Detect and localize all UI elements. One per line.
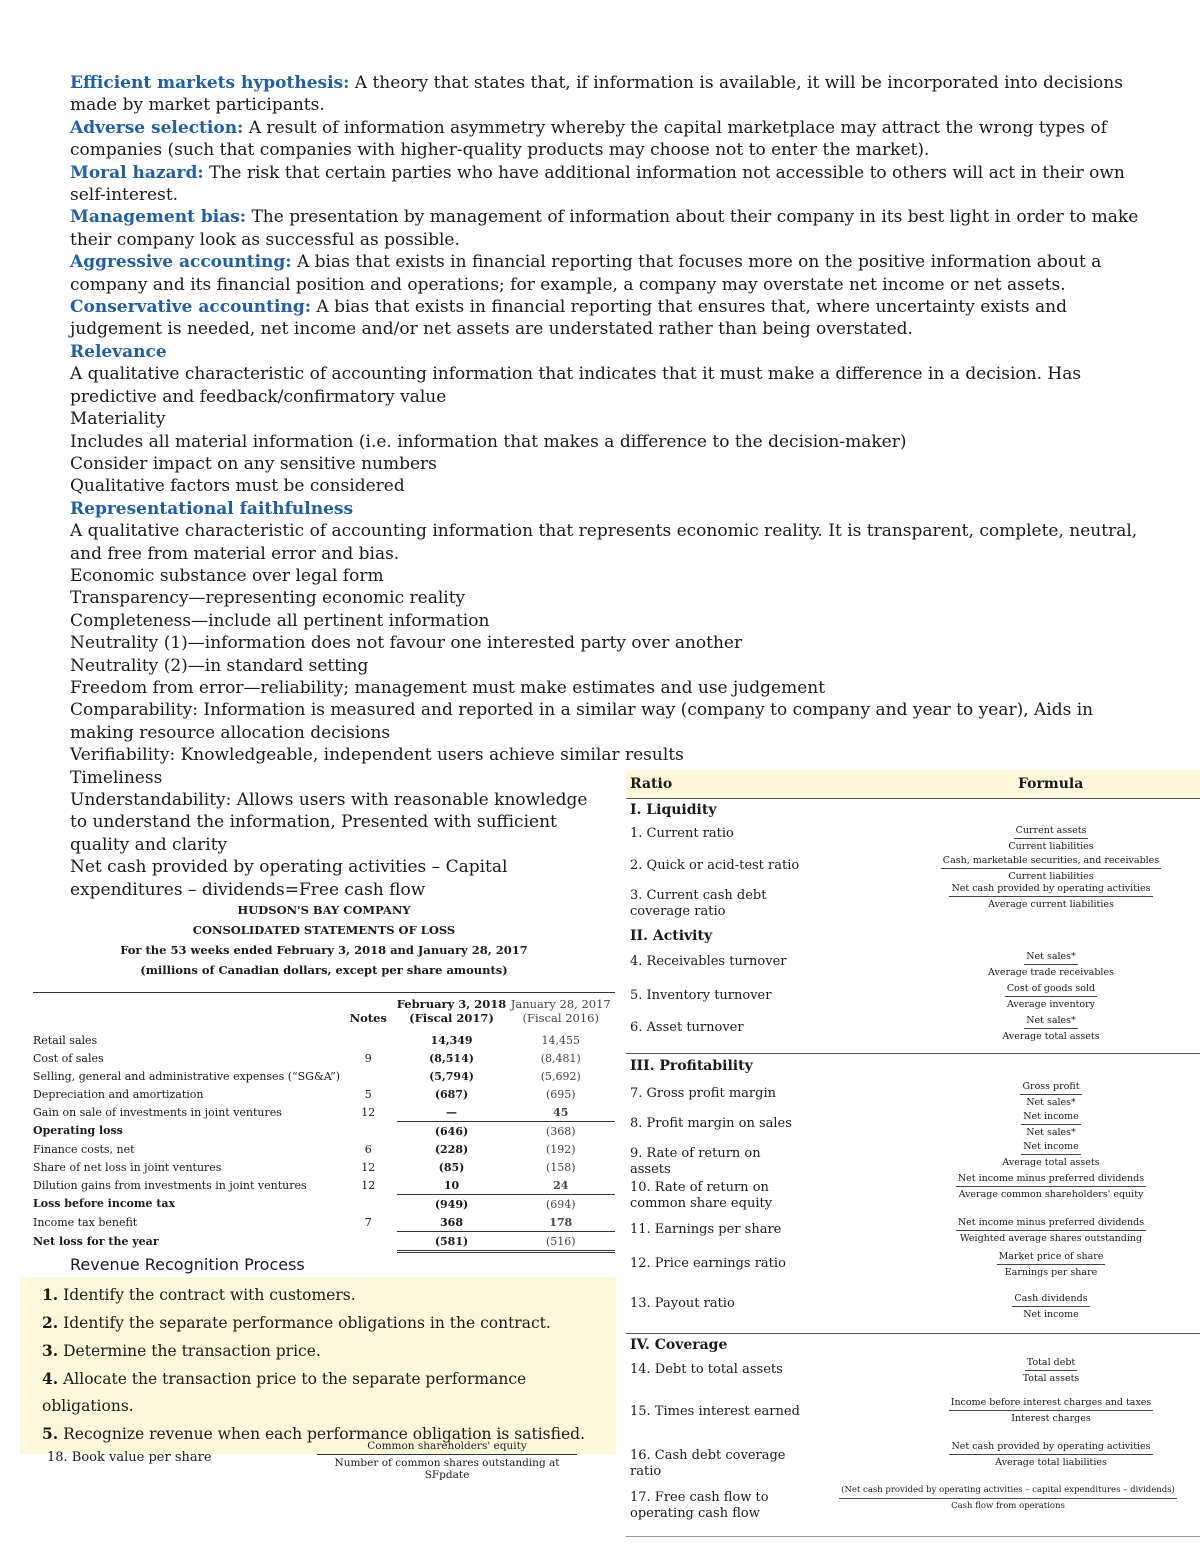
- formula-numerator: Net income minus preferred dividends: [956, 1216, 1146, 1231]
- row-label: Finance costs, net: [33, 1142, 135, 1156]
- notes-column-header: Notes: [349, 1011, 387, 1025]
- fiscal-2017-label: (Fiscal 2017): [409, 1011, 494, 1025]
- row-label: Retail sales: [33, 1033, 98, 1047]
- row-value-2017: (5,794): [429, 1069, 474, 1083]
- list-item: [42, 1337, 616, 1365]
- row-note: 9: [364, 1051, 372, 1065]
- table-row: [33, 1031, 615, 1049]
- ratio-formula: [911, 1250, 1191, 1279]
- ratio-label: 17. Free cash flow to operating cash flow: [630, 1490, 769, 1521]
- formula-denominator: Weighted average shares outstanding: [959, 1233, 1143, 1244]
- formula-denominator: Average total liabilities: [995, 1457, 1107, 1468]
- definition-text: The presentation by management of information about their company in its best light in order to make their company look as successful as possible.: [70, 207, 1139, 250]
- fiscal-2016-label: (Fiscal 2016): [522, 1011, 599, 1025]
- ratio-label: 10. Rate of return on common share equity: [630, 1180, 773, 1211]
- row-note: [340, 1031, 397, 1049]
- ratio-label: 9. Rate of return on assets: [630, 1146, 761, 1177]
- row-value-2016: (694): [545, 1197, 576, 1211]
- understandability-line: Understandability: Allows users with reasonable knowledge to understand the information, Presented with sufficient quality and clarity: [70, 790, 588, 855]
- statement-table: [33, 993, 615, 1253]
- term-conservative-accounting: Conservative accounting:: [70, 297, 311, 318]
- step-text: Recognize revenue when each performance obligation is satisfied.: [58, 1425, 585, 1443]
- rf-line: Neutrality (2)—in standard setting: [70, 655, 369, 676]
- row-value-2017: 10: [397, 1176, 507, 1195]
- row-label: Net loss for the year: [33, 1235, 159, 1248]
- term-management-bias: Management bias:: [70, 207, 247, 228]
- book-value-per-share: [47, 1440, 587, 1480]
- heading-relevance: Relevance: [70, 341, 167, 362]
- table-row: [33, 1103, 615, 1122]
- table-row: [33, 1085, 615, 1103]
- book-value-formula: [317, 1440, 577, 1481]
- table-row: [33, 1140, 615, 1158]
- ratio-label: 12. Price earnings ratio: [630, 1256, 786, 1271]
- relevance-line: Qualitative factors must be considered: [70, 476, 405, 497]
- label-column-header: [33, 993, 340, 1025]
- formula-column-header: Formula: [1018, 776, 1084, 792]
- table-row: [33, 1176, 615, 1195]
- row-value-2016: 45: [506, 1103, 615, 1122]
- row-value-2016: (695): [545, 1087, 576, 1101]
- rf-line: Freedom from error—reliability; management must make estimates and use judgement: [70, 677, 826, 698]
- section-divider: [626, 1333, 1200, 1334]
- formula-denominator: Average total assets: [1002, 1031, 1100, 1042]
- rf-line: Neutrality (1)—information does not favour one interested party over another: [70, 633, 743, 654]
- ratio-formula: [911, 1292, 1191, 1321]
- statement-title: CONSOLIDATED STATEMENTS OF LOSS: [192, 923, 456, 937]
- table-row: [33, 1213, 615, 1232]
- term-aggressive-accounting: Aggressive accounting:: [70, 252, 292, 273]
- moral-paragraph: [70, 162, 1150, 207]
- ratio-formula: [911, 1356, 1191, 1385]
- row-value-2017: —: [397, 1103, 507, 1122]
- definition-text: A bias that exists in financial reporting that ensures that, where uncertainty exists and judgement is needed, net income and/or net assets are understated rather than being overstated.: [70, 297, 1068, 340]
- ratio-label: 2. Quick or acid-test ratio: [630, 858, 800, 873]
- table-bottom-rule: [626, 1536, 1200, 1537]
- ratio-formula: [911, 1172, 1191, 1201]
- row-label: Loss before income tax: [33, 1197, 176, 1211]
- row-label: Gain on sale of investments in joint ventures: [33, 1105, 282, 1119]
- formula-numerator: (Net cash provided by operating activities – capital expenditures – dividends): [839, 1484, 1177, 1499]
- row-note: 12: [361, 1178, 376, 1192]
- definition-text: A bias that exists in financial reporting that focuses more on the positive information about a company and its financial position and operations; for example, a company may overstate net income or net assets.: [70, 252, 1102, 295]
- statement-units: (millions of Canadian dollars, except per share amounts): [140, 963, 508, 977]
- term-efficient-markets: Efficient markets hypothesis:: [70, 73, 350, 93]
- row-value-2016: 178: [506, 1213, 615, 1232]
- section-liquidity: I. Liquidity: [630, 802, 717, 818]
- formula-denominator: Earnings per share: [1004, 1267, 1098, 1278]
- formula-denominator: Cash flow from operations: [951, 1501, 1065, 1511]
- ratio-formula: [911, 1216, 1191, 1245]
- row-label: Cost of sales: [33, 1051, 104, 1065]
- row-value-2017: 368: [397, 1213, 507, 1232]
- heading-representational-faithfulness: Representational faithfulness: [70, 498, 354, 519]
- ratio-label: 1. Current ratio: [630, 826, 734, 841]
- step-number: 5.: [42, 1424, 59, 1443]
- step-text: Allocate the transaction price to the separate performance obligations.: [42, 1370, 527, 1415]
- formula-denominator: Current liabilities: [1008, 871, 1094, 882]
- ratio-formula: [911, 882, 1191, 911]
- row-label: Income tax benefit: [33, 1215, 138, 1229]
- formula-numerator: Net cash provided by operating activities: [949, 1440, 1152, 1455]
- mgmt-paragraph: [70, 206, 1150, 251]
- row-value-2016: (368): [545, 1124, 576, 1138]
- ratio-label: 4. Receivables turnover: [630, 954, 787, 969]
- ratio-formula: [911, 824, 1191, 853]
- formula-numerator: Net income minus preferred dividends: [956, 1172, 1146, 1187]
- table-row: [33, 1232, 615, 1252]
- ratio-label: 3. Current cash debt coverage ratio: [630, 888, 767, 919]
- rf-line: Transparency—representing economic reality: [70, 588, 466, 609]
- ratio-formula: [911, 1014, 1191, 1043]
- rf-line: Timeliness: [70, 767, 163, 788]
- row-value-2017: (646): [434, 1124, 469, 1138]
- formula-numerator: Net sales*: [1024, 950, 1078, 965]
- formula-denominator: Interest charges: [1011, 1413, 1091, 1424]
- formula-denominator: Current liabilities: [1008, 841, 1094, 852]
- formula-numerator: Total debt: [1025, 1356, 1077, 1371]
- term-adverse-selection: Adverse selection:: [70, 117, 244, 138]
- relevance-line: Materiality: [70, 409, 166, 430]
- row-value-2017: (85): [438, 1160, 465, 1174]
- ratio-label: 7. Gross profit margin: [630, 1086, 776, 1101]
- step-number: 4.: [42, 1369, 59, 1388]
- rf-line: Comparability: Information is measured and reported in a similar way (company to company and year to year), Aids in making resource allocation decisions: [70, 700, 1094, 743]
- ratio-formula: [821, 1484, 1195, 1513]
- aggr-paragraph: [70, 251, 1150, 296]
- row-value-2016: (5,692): [540, 1069, 581, 1083]
- fiscal-2016-date: January 28, 2017: [510, 997, 611, 1011]
- formula-numerator: Net income: [1021, 1110, 1081, 1125]
- relevance-line: Includes all material information (i.e. information that makes a difference to the decision-maker): [70, 431, 907, 452]
- ratio-table: [626, 770, 1200, 1538]
- formula-numerator: Cost of goods sold: [1005, 982, 1097, 997]
- table-row: [33, 1049, 615, 1067]
- row-value-2016: 24: [506, 1176, 615, 1195]
- ratio-formula: [911, 854, 1191, 883]
- adverse-paragraph: [70, 117, 1150, 162]
- ratio-label: 11. Earnings per share: [630, 1222, 782, 1237]
- row-value-2017: (581): [397, 1232, 507, 1252]
- formula-numerator: Market price of share: [997, 1250, 1106, 1265]
- formula-denominator: Number of common shares outstanding at SFpdate: [334, 1457, 560, 1481]
- formula-numerator: Net sales*: [1024, 1014, 1078, 1029]
- emh-paragraph: [70, 72, 1150, 117]
- statement-period: For the 53 weeks ended February 3, 2018 and January 28, 2017: [120, 943, 528, 957]
- formula-denominator: Average inventory: [1006, 999, 1096, 1010]
- ratio-label: 8. Profit margin on sales: [630, 1116, 792, 1131]
- row-note: [340, 1195, 397, 1214]
- row-label: Dilution gains from investments in joint ventures: [33, 1178, 307, 1192]
- row-value-2016: (158): [545, 1160, 576, 1174]
- formula-numerator: Current assets: [1014, 824, 1089, 839]
- row-value-2016: (516): [506, 1232, 615, 1252]
- table-row: [33, 1067, 615, 1085]
- ratio-formula: [911, 1080, 1191, 1109]
- formula-denominator: Net sales*: [1026, 1127, 1076, 1138]
- row-note: 12: [361, 1105, 376, 1119]
- rf-line: Verifiability: Knowledgeable, independent users achieve similar results: [70, 745, 684, 766]
- section-activity: II. Activity: [630, 928, 713, 944]
- ratio-table-header: [626, 770, 1200, 799]
- row-label: Operating loss: [33, 1124, 123, 1138]
- ratio-label: 6. Asset turnover: [630, 1020, 744, 1035]
- row-label: Selling, general and administrative expenses (“SG&A”): [33, 1069, 340, 1083]
- ratio-label: 16. Cash debt coverage ratio: [630, 1448, 786, 1479]
- step-number: 2.: [42, 1313, 59, 1332]
- rf-line: Economic substance over legal form: [70, 565, 384, 586]
- ratio-formula: [911, 1140, 1191, 1169]
- row-value-2017: (8,514): [429, 1051, 474, 1065]
- list-item: [42, 1281, 616, 1309]
- revenue-recognition: [20, 1255, 616, 1454]
- fiscal-2017-header: [397, 993, 507, 1025]
- row-note: 12: [361, 1160, 376, 1174]
- ratio-label: 14. Debt to total assets: [630, 1362, 783, 1377]
- formula-denominator: Average current liabilities: [988, 899, 1114, 910]
- relevance-line: A qualitative characteristic of accounting information that indicates that it must make a difference in a decision. Has predictive and feedback/confirmatory value: [70, 364, 1082, 407]
- row-note: 5: [364, 1087, 372, 1101]
- fiscal-2016-header: [506, 993, 615, 1025]
- table-row: [33, 1122, 615, 1141]
- revenue-recognition-title: Revenue Recognition Process: [70, 1255, 305, 1274]
- step-number: 1.: [42, 1285, 59, 1304]
- definition-text: A theory that states that, if information is available, it will be incorporated into decisions made by market participants.: [70, 73, 1123, 116]
- row-note: [340, 1067, 397, 1085]
- table-row: [33, 1158, 615, 1176]
- ratio-formula: [911, 1396, 1191, 1425]
- income-statement: [33, 900, 615, 1253]
- ratio-formula: [911, 950, 1191, 979]
- definition-text: A result of information asymmetry whereby the capital marketplace may attract the wrong types of companies (such that companies with higher-quality products may choose not to enter the market).: [70, 117, 1107, 161]
- column-header-row: [33, 993, 615, 1025]
- ratio-label: 15. Times interest earned: [630, 1404, 800, 1419]
- ratio-column-header: Ratio: [630, 776, 673, 792]
- row-note: [340, 1232, 397, 1252]
- row-value-2016: (192): [545, 1142, 576, 1156]
- formula-numerator: Income before interest charges and taxes: [949, 1396, 1154, 1411]
- row-value-2017: (687): [434, 1087, 469, 1101]
- book-value-label: 18. Book value per share: [47, 1450, 212, 1465]
- definition-text: The risk that certain parties who have additional information not accessible to others will act in their own self-interest.: [70, 162, 1125, 206]
- term-moral-hazard: Moral hazard:: [70, 162, 204, 183]
- formula-denominator: Average trade receivables: [988, 967, 1114, 978]
- row-value-2016: (8,481): [540, 1051, 581, 1065]
- table-row: [33, 1195, 615, 1214]
- formula-numerator: Net cash provided by operating activities: [949, 882, 1152, 897]
- row-label: Depreciation and amortization: [33, 1087, 204, 1101]
- company-name: HUDSON'S BAY COMPANY: [237, 903, 411, 917]
- row-note: [340, 1122, 397, 1141]
- section-coverage: IV. Coverage: [630, 1337, 728, 1353]
- row-value-2017: (949): [434, 1197, 469, 1211]
- row-value-2017: 14,349: [430, 1033, 473, 1047]
- list-item: [42, 1365, 616, 1420]
- rf-line: Completeness—include all pertinent information: [70, 610, 490, 631]
- ratio-label: 13. Payout ratio: [630, 1296, 735, 1311]
- cons-paragraph: [70, 296, 1150, 341]
- step-number: 3.: [42, 1341, 59, 1360]
- formula-denominator: Net sales*: [1026, 1097, 1076, 1108]
- formula-numerator: Cash, marketable securities, and receivables: [941, 854, 1161, 869]
- row-note: 7: [364, 1215, 372, 1229]
- ratio-formula: [911, 1440, 1191, 1469]
- formula-numerator: Common shareholders' equity: [317, 1440, 577, 1455]
- formula-numerator: Gross profit: [1020, 1080, 1081, 1095]
- step-text: Identify the contract with customers.: [58, 1286, 356, 1304]
- rf-line: A qualitative characteristic of accounting information that represents economic reality. It is transparent, complete, neutral, and free from material error and bias.: [70, 521, 1138, 564]
- ratio-formula: [911, 1110, 1191, 1139]
- step-text: Identify the separate performance obligations in the contract.: [58, 1314, 551, 1332]
- step-text: Determine the transaction price.: [58, 1342, 321, 1360]
- row-value-2016: 14,455: [541, 1033, 580, 1047]
- formula-denominator: Net income: [1023, 1309, 1079, 1320]
- section-divider: [626, 1053, 1200, 1054]
- relevance-line: Consider impact on any sensitive numbers: [70, 453, 437, 474]
- ratio-label: 5. Inventory turnover: [630, 988, 772, 1003]
- free-cash-flow-line: Net cash provided by operating activities – Capital expenditures – dividends=Free cash flow: [70, 857, 508, 900]
- row-label: Share of net loss in joint ventures: [33, 1160, 222, 1174]
- formula-denominator: Average total assets: [1002, 1157, 1100, 1168]
- fiscal-2017-date: February 3, 2018: [396, 997, 507, 1011]
- formula-denominator: Total assets: [1022, 1373, 1080, 1384]
- row-value-2017: (228): [434, 1142, 469, 1156]
- revenue-recognition-steps: [20, 1277, 616, 1454]
- formula-numerator: Cash dividends: [1012, 1292, 1089, 1307]
- ratio-formula: [911, 982, 1191, 1011]
- formula-numerator: Net income: [1021, 1140, 1081, 1155]
- formula-denominator: Average common shareholders' equity: [958, 1189, 1144, 1200]
- list-item: [42, 1309, 616, 1337]
- row-note: 6: [364, 1142, 372, 1156]
- section-profitability: III. Profitability: [630, 1058, 753, 1074]
